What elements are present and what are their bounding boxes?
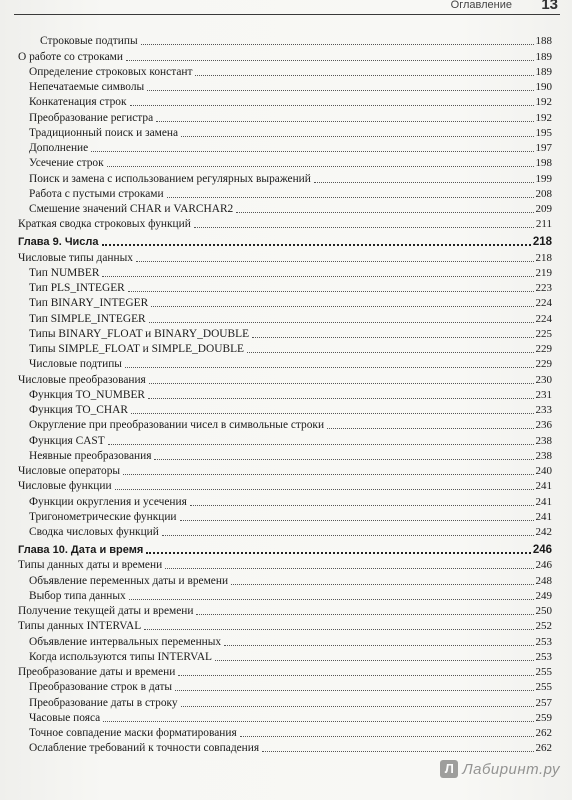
toc-entry-page: 252 [535,620,552,633]
toc-entry-label: Определение строковых констант [29,65,193,78]
toc-entry-label: Числовые операторы [18,465,121,477]
toc-entry [18,432,552,447]
toc-entry-label: Функция TO_NUMBER [29,388,146,401]
toc-entry-label: Функция CAST [29,434,105,447]
toc-entry [18,310,552,325]
toc-entry-page: 189 [535,50,552,63]
toc-entry-page: 224 [535,312,552,325]
toc-entry-label: Усечение строк [29,157,104,170]
toc-entry-label: Сводка числовых функций [29,526,159,538]
toc-leader-dots [314,181,534,183]
toc-entry-label: Числовые подтипы [29,358,122,371]
toc-entry-label: Типы SIMPLE_FLOAT и SIMPLE_DOUBLE [29,343,244,355]
toc-entry [18,186,552,201]
toc-leader-dots [327,427,533,429]
toc-entry-label: Строковые подтипы [40,35,138,48]
toc-leader-dots [180,519,534,521]
toc-leader-dots [247,351,534,353]
toc-entry-page: 236 [535,419,552,432]
toc-entry-page: 223 [535,282,552,294]
toc-entry [18,356,552,371]
toc-entry [18,48,552,63]
toc-entry-page: 233 [535,404,552,416]
toc-entry [18,155,552,170]
toc-entry-label: Типы данных INTERVAL [18,620,142,633]
toc-leader-dots [149,382,534,384]
running-header-title: Оглавление [450,0,512,11]
toc-entry-label: Ослабление требований к точности совпадения [29,742,260,755]
toc-entry [18,478,552,493]
toc-entry [18,679,552,694]
toc-entry-page: 229 [535,358,552,371]
toc-entry-label: Функция TO_CHAR [29,404,128,416]
toc-leader-dots [107,165,534,167]
toc-leader-dots [148,397,533,399]
toc-leader-dots [91,150,533,152]
toc-entry-label: Поиск и замена с использованием регулярных выражений [29,172,311,185]
toc-entry-label: Тип PLS_INTEGER [29,282,125,294]
toc-entry [18,64,552,79]
toc-entry [18,201,552,216]
toc-entry [18,710,552,725]
toc-entry-label: Функции округления и усечения [29,495,187,508]
toc-entry-label: Получение текущей даты и времени [18,605,194,617]
toc-leader-dots [236,211,533,213]
toc-entry [18,694,552,709]
toc-leader-dots [102,275,533,277]
toc-leader-dots [108,443,534,445]
toc-entry-page: 192 [535,111,552,124]
toc-entry-label: Традиционный поиск и замена [29,126,179,139]
toc-entry [18,280,552,295]
toc-entry-label: Глава 10. Дата и время [18,544,144,556]
toc-entry-page: 192 [535,96,552,109]
toc-entry-page: 188 [535,35,552,48]
toc-entry-page: 241 [535,495,552,508]
toc-leader-dots [156,120,533,122]
toc-leader-dots [240,735,534,737]
toc-entry-page: 230 [535,373,552,386]
toc-entry [18,371,552,386]
toc-leader-dots [136,260,534,262]
toc-entry-label: Когда используются типы INTERVAL [29,650,213,663]
toc-entry-page: 241 [535,480,552,493]
toc-entry-page: 242 [535,526,552,538]
toc-entry-label: Числовые функции [18,480,112,493]
toc-leader-dots [126,59,534,61]
toc-entry-label: Тип SIMPLE_INTEGER [29,312,146,325]
toc-entry-page: 190 [535,81,552,93]
watermark-logo-icon: Л [440,760,458,778]
toc-entry-page: 259 [535,711,552,724]
toc-entry-page: 211 [535,218,552,231]
toc-entry [18,402,552,417]
toc-entry-label: Типы данных даты и времени [18,559,163,572]
toc-leader-dots [147,89,533,91]
toc-entry-page: 257 [535,696,552,709]
toc-entry-page: 197 [535,142,552,154]
toc-leader-dots [162,534,534,536]
toc-entry [18,493,552,508]
toc-entry [18,79,552,94]
toc-entry-page: 240 [535,465,552,477]
toc-leader-dots [131,412,534,414]
toc-entry [18,326,552,341]
toc-leader-dots [144,628,533,630]
toc-leader-dots [130,104,534,106]
toc-entry [18,295,552,310]
toc-leader-dots [175,689,533,691]
toc-entry-label: Дополнение [29,142,89,154]
toc-entry [18,417,552,432]
toc-entry [18,509,552,524]
toc-leader-dots [146,551,531,554]
toc-leader-dots [252,336,533,338]
toc-entry-label: Преобразование даты в строку [29,696,178,709]
toc-leader-dots [129,598,534,600]
toc-entry [18,524,552,539]
toc-entry [18,265,552,280]
toc-entry [18,649,552,664]
toc-leader-dots [231,583,533,585]
toc-leader-dots [151,305,533,307]
toc-leader-dots [224,644,533,646]
toc-entry [18,140,552,155]
toc-entry-page: 199 [535,172,552,185]
toc-entry-label: Неявные преобразования [29,449,152,462]
toc-leader-dots [195,74,533,76]
toc-leader-dots [102,243,531,246]
toc-entry-page: 255 [535,681,552,694]
toc-leader-dots [181,705,534,707]
toc-entry-label: Преобразование строк в даты [29,681,173,694]
toc-entry [18,572,552,587]
toc-leader-dots [103,720,533,722]
toc-leader-dots [167,196,534,198]
toc-entry [18,557,552,572]
toc-entry-label: Непечатаемые символы [29,81,145,93]
toc-leader-dots [128,290,534,292]
toc-entry [18,387,552,402]
toc-leader-dots [115,488,534,490]
toc-entry-label: Преобразование даты и времени [18,666,176,678]
toc-entry-page: 229 [535,343,552,355]
toc-entry-page: 246 [535,559,552,572]
toc-entry-label: Конкатенация строк [29,96,127,109]
toc-leader-dots [123,473,533,475]
toc-leader-dots [262,750,533,752]
toc-leader-dots [181,135,533,137]
toc-entry-page: 209 [535,203,552,215]
toc-entry [18,216,552,231]
toc-entry-label: Округление при преобразовании чисел в символьные строки [29,419,325,432]
toc-entry [18,664,552,679]
toc-entry-page: 262 [535,727,552,739]
toc-entry-label: Смешение значений CHAR и VARCHAR2 [29,203,234,215]
toc-entry [18,633,552,648]
toc-entry [18,618,552,633]
toc-entry [18,341,552,356]
toc-entry-label: Точное совпадение маски форматирования [29,727,237,739]
toc-entry-page: 218 [535,251,552,264]
toc-leader-dots [125,366,534,368]
watermark-text: Лабиринт.ру [462,760,560,778]
toc-leader-dots [215,659,533,661]
toc-entry-page: 219 [535,266,552,279]
toc-entry-page: 208 [535,187,552,200]
toc-leader-dots [178,674,533,676]
toc-entry [18,109,552,124]
toc-entry-page: 253 [535,635,552,648]
toc-entry [18,740,552,755]
toc-entry [18,249,552,264]
toc-entry [18,603,552,618]
toc-entry [18,94,552,109]
toc-leader-dots [149,321,534,323]
toc-entry [18,170,552,185]
toc-entry-label: Часовые пояса [29,711,101,724]
toc-entry-page: 248 [535,574,552,587]
toc-entry [18,125,552,140]
page-number: 13 [541,0,558,13]
toc-entry [18,463,552,478]
toc-leader-dots [165,567,533,569]
toc-entry-page: 238 [535,434,552,447]
toc-leader-dots [141,43,534,45]
toc-entry-page: 231 [535,388,552,401]
toc-entry-page: 246 [532,544,552,556]
toc-entry-page: 198 [535,157,552,170]
toc-entry-page: 195 [535,126,552,139]
toc-entry-label: Объявление переменных даты и времени [29,574,229,587]
toc-entry [18,725,552,740]
toc-entry-label: Тип NUMBER [29,266,100,279]
toc-entry-label: Краткая сводка строковых функций [18,218,191,231]
toc-entry-page: 241 [535,510,552,523]
toc-entry-label: Числовые преобразования [18,373,146,386]
toc-entry-label: Глава 9. Числа [18,236,99,249]
toc-leader-dots [154,458,533,460]
toc-entry-page: 225 [535,327,552,340]
toc-leader-dots [194,226,534,228]
toc-entry-page: 218 [532,236,552,249]
toc-leader-dots [190,504,534,506]
toc-entry-page: 250 [535,605,552,617]
toc-entry-label: Объявление интервальных переменных [29,635,222,648]
toc-entry-page: 255 [535,666,552,678]
toc-entry-page: 249 [535,589,552,602]
toc-leader-dots [196,613,533,615]
toc-entry-page: 262 [535,742,552,755]
toc-entry-page: 189 [535,65,552,78]
toc-entry-label: О работе со строками [18,50,123,63]
watermark [440,760,560,778]
toc-entry-label: Типы BINARY_FLOAT и BINARY_DOUBLE [29,327,250,340]
toc-entry-page: 224 [535,297,552,310]
toc-entry [18,33,552,48]
toc-entry [18,448,552,463]
toc-entry-label: Работа с пустыми строками [29,187,164,200]
toc-chapter-entry [18,539,552,557]
table-of-contents [18,33,552,755]
toc-entry-label: Тип BINARY_INTEGER [29,297,149,310]
toc-entry [18,588,552,603]
toc-entry-label: Тригонометрические функции [29,510,177,523]
toc-entry-label: Числовые типы данных [18,251,133,264]
toc-entry-page: 253 [535,650,552,663]
toc-entry-label: Преобразование регистра [29,111,154,124]
toc-entry-label: Выбор типа данных [29,589,126,602]
toc-chapter-entry [18,231,552,249]
toc-entry-page: 238 [535,449,552,462]
running-header [14,0,560,15]
